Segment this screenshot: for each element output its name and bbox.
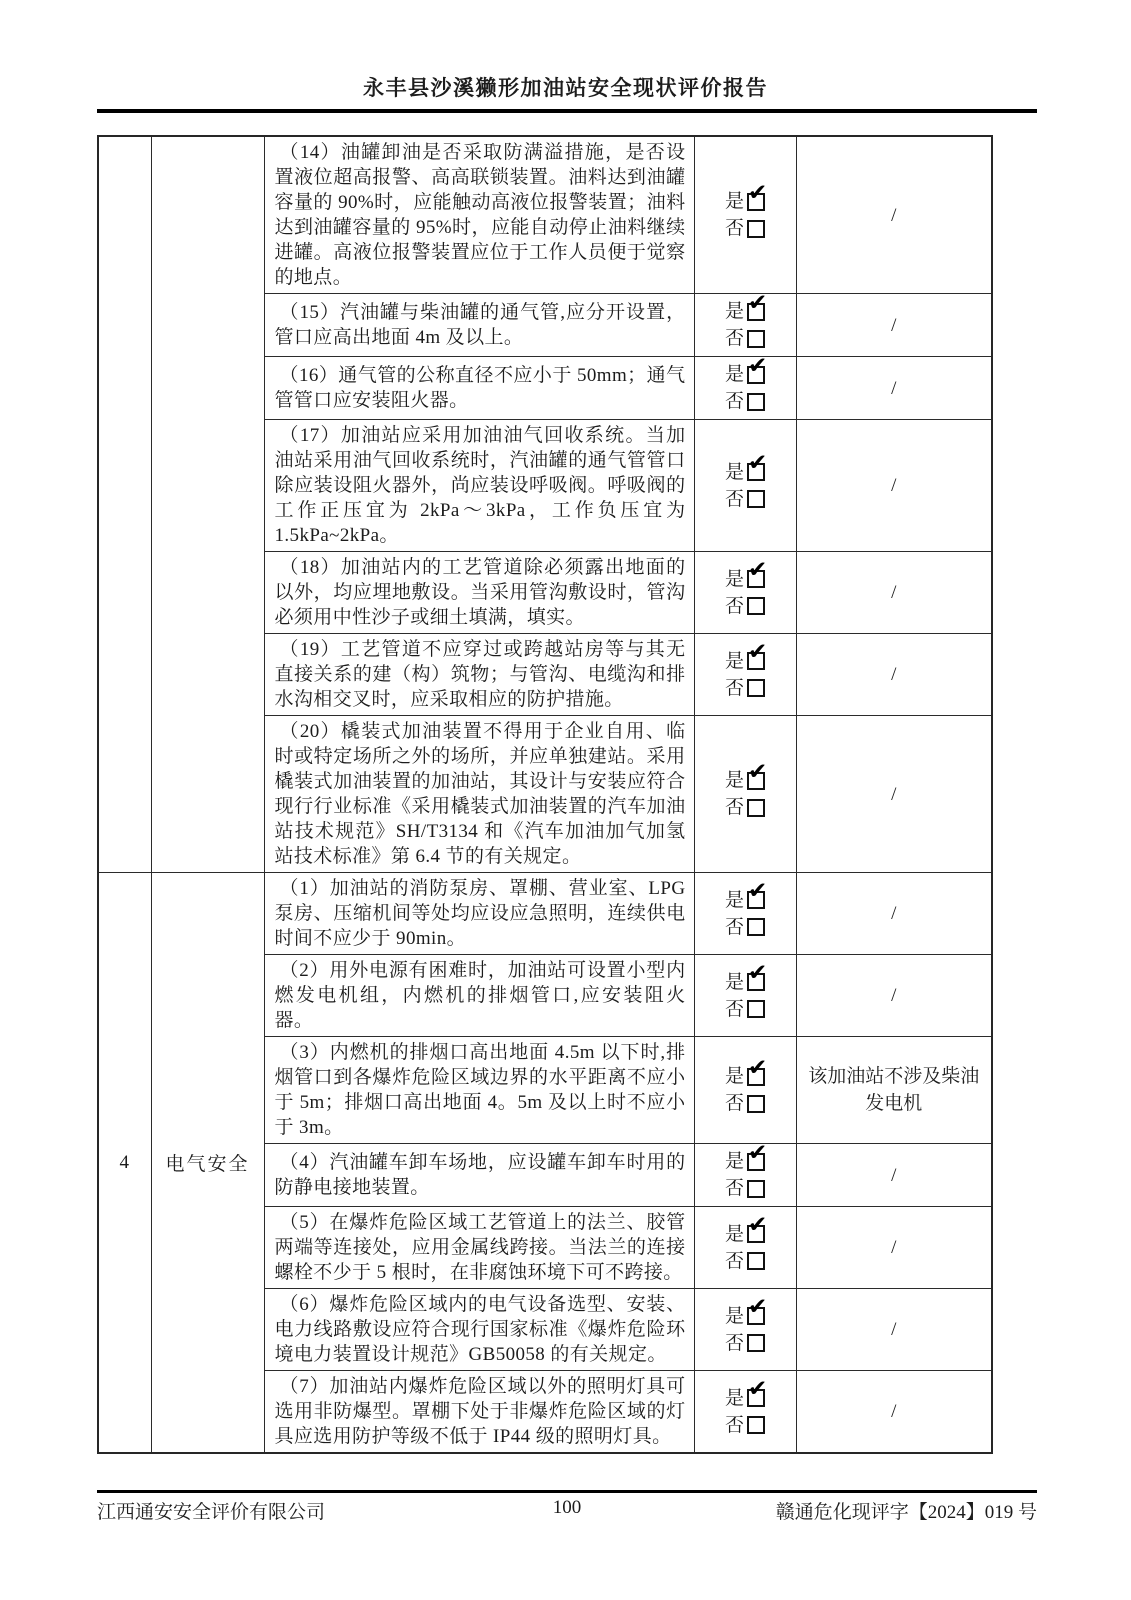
remark-cell: 该加油站不涉及柴油发电机	[796, 1037, 992, 1144]
yes-label: 是	[724, 650, 744, 672]
yesno-cell	[694, 136, 796, 294]
yes-checkbox-checked	[747, 1376, 768, 1407]
remark-cell: /	[796, 634, 992, 716]
yesno-cell	[694, 420, 796, 552]
remark-cell: /	[796, 294, 992, 357]
no-checkbox	[747, 1000, 765, 1018]
yes-checkbox-checked	[747, 179, 768, 211]
table-row	[98, 873, 992, 955]
check-icon: ✔	[748, 557, 768, 583]
remark-cell: /	[796, 1371, 992, 1454]
item-text: （6）爆炸危险区域内的电气设备选型、安装、电力线路敷设应符合现行国家标准《爆炸危险环境电力装置设计规范》GB50058 的有关规定。	[264, 1289, 694, 1371]
no-checkbox	[747, 918, 765, 936]
yes-label: 是	[724, 1387, 744, 1409]
no-checkbox	[747, 1334, 765, 1352]
yes-label: 是	[724, 1305, 744, 1327]
yes-label: 是	[724, 971, 744, 993]
yes-checkbox-checked	[747, 1139, 768, 1171]
check-icon: ✔	[748, 179, 768, 206]
yes-checkbox-checked	[747, 878, 768, 909]
section-category-cell: 电气安全	[151, 873, 264, 1454]
item-text: （20）橇装式加油装置不得用于企业自用、临时或特定场所之外的场所，并应单独建站。采用橇装式加油装置的加油站，其设计与安装应符合现行行业标准《采用橇装式加油装置的汽车加油站技术规范》SH/T3134 和《汽车加油加气加氢站技术标准》第 6.4 节的有关规定。	[264, 716, 694, 873]
yes-label: 是	[724, 1151, 744, 1172]
no-label: 否	[724, 1414, 744, 1436]
item-text: （19）工艺管道不应穿过或跨越站房等与其无直接关系的建（构）筑物；与管沟、电缆沟和排水沟相交叉时，应采取相应的防护措施。	[264, 634, 694, 716]
footer-company: 江西通安安全评价有限公司	[97, 1502, 326, 1523]
item-text: （17）加油站应采用加油油气回收系统。当加油站采用油气回收系统时，汽油罐的通气管管口除应装设阻火器外，尚应装设呼吸阀。呼吸阀的工作正压宜为 2kPa～3kPa，工作负压宜为 1.5kPa~2kPa。	[264, 420, 694, 552]
remark-cell: /	[796, 1289, 992, 1371]
yes-checkbox-checked	[747, 758, 768, 790]
remark-cell: /	[796, 873, 992, 955]
yes-checkbox-checked	[747, 352, 768, 384]
no-label: 否	[724, 1332, 744, 1354]
yesno-cell	[694, 352, 796, 420]
item-text: （1）加油站的消防泵房、罩棚、营业室、LPG 泵房、压缩机间等处均应设应急照明，连续供电时间不应少于 90min。	[264, 873, 694, 955]
no-label: 否	[724, 677, 744, 699]
yes-label: 是	[724, 1223, 744, 1245]
footer-rule	[97, 1490, 1037, 1493]
yesno-cell	[694, 1139, 796, 1207]
no-checkbox	[747, 393, 765, 411]
yes-checkbox-checked	[747, 960, 768, 991]
remark-cell: /	[796, 955, 992, 1037]
yesno-cell	[694, 1207, 796, 1289]
item-text: （15）汽油罐与柴油罐的通气管,应分开设置，管口应高出地面 4m 及以上。	[264, 294, 694, 357]
remark-cell: /	[796, 1207, 992, 1289]
yes-label: 是	[724, 889, 744, 911]
check-icon: ✔	[748, 1376, 768, 1402]
item-text: （16）通气管的公称直径不应小于 50mm；通气管管口应安装阻火器。	[264, 357, 694, 420]
yes-checkbox-checked	[747, 1212, 768, 1243]
remark-cell: /	[796, 357, 992, 420]
check-icon: ✔	[748, 758, 768, 785]
yesno-cell	[694, 955, 796, 1037]
no-checkbox	[747, 330, 765, 348]
section-number-cell: 4	[98, 873, 151, 1454]
check-icon: ✔	[748, 1139, 768, 1166]
remark-cell: /	[796, 552, 992, 634]
no-label: 否	[724, 797, 744, 818]
check-icon: ✔	[748, 1212, 768, 1238]
no-label: 否	[724, 1093, 744, 1114]
no-checkbox	[747, 597, 765, 615]
no-label: 否	[724, 1250, 744, 1272]
yesno-cell	[694, 1289, 796, 1371]
check-icon: ✔	[748, 639, 768, 665]
no-checkbox	[747, 1416, 765, 1434]
checklist-table	[97, 135, 993, 1454]
item-text: （2）用外电源有困难时，加油站可设置小型内燃发电机组，内燃机的排烟管口,应安装阻火器。	[264, 955, 694, 1037]
yes-label: 是	[724, 301, 744, 322]
page-title: 永丰县沙溪獭形加油站安全现状评价报告	[363, 76, 768, 100]
remark-cell: /	[796, 716, 992, 873]
no-checkbox	[747, 679, 765, 697]
footer-page-number: 100	[552, 1497, 582, 1518]
no-checkbox	[747, 1180, 765, 1198]
check-icon: ✔	[748, 960, 768, 986]
no-label: 否	[724, 595, 744, 617]
section-number-cell	[98, 136, 151, 873]
table-row	[98, 136, 992, 294]
yes-checkbox-checked	[747, 1054, 768, 1086]
yes-checkbox-checked	[747, 289, 768, 321]
check-icon: ✔	[748, 878, 768, 904]
yesno-cell	[694, 552, 796, 634]
remark-cell: /	[796, 1144, 992, 1207]
yesno-cell	[694, 289, 796, 357]
yes-label: 是	[724, 770, 744, 791]
no-checkbox	[747, 799, 765, 817]
check-icon: ✔	[748, 289, 768, 316]
item-text: （4）汽油罐车卸车场地，应设罐车卸车时用的防静电接地装置。	[264, 1144, 694, 1207]
check-icon: ✔	[748, 352, 768, 379]
no-label: 否	[724, 488, 744, 510]
check-icon: ✔	[748, 1294, 768, 1320]
remark-cell: /	[796, 136, 992, 294]
yes-label: 是	[724, 461, 744, 483]
yes-checkbox-checked	[747, 639, 768, 670]
yes-label: 是	[724, 364, 744, 385]
yes-label: 是	[724, 191, 744, 212]
item-text: （3）内燃机的排烟口高出地面 4.5m 以下时,排烟管口到各爆炸危险区域边界的水平距离不应小于 5m；排烟口高出地面 4。5m 及以上时不应小于 3m。	[264, 1037, 694, 1144]
yes-label: 是	[724, 1066, 744, 1087]
item-text: （18）加油站内的工艺管道除必须露出地面的以外，均应埋地敷设。当采用管沟敷设时，管沟必须用中性沙子或细土填满，填实。	[264, 552, 694, 634]
header-rule	[97, 109, 1037, 113]
doc-footer	[97, 1497, 1037, 1525]
no-checkbox	[747, 220, 765, 238]
remark-cell: /	[796, 420, 992, 552]
no-label: 否	[724, 998, 744, 1020]
no-checkbox	[747, 1252, 765, 1270]
yes-label: 是	[724, 568, 744, 590]
no-checkbox	[747, 490, 765, 508]
item-text: （7）加油站内爆炸危险区域以外的照明灯具可选用非防爆型。罩棚下处于非爆炸危险区域的灯具应选用防护等级不低于 IP44 级的照明灯具。	[264, 1371, 694, 1454]
yesno-cell	[694, 716, 796, 873]
item-text: （5）在爆炸危险区域工艺管道上的法兰、胶管两端等连接处，应用金属线跨接。当法兰的连接螺栓不少于 5 根时，在非腐蚀环境下可不跨接。	[264, 1207, 694, 1289]
yesno-cell	[694, 634, 796, 716]
no-label: 否	[724, 391, 744, 412]
item-text: （14）油罐卸油是否采取防满溢措施，是否设置液位超高报警、高高联锁装置。油料达到油罐容量的 90%时，应能触动高液位报警装置；油料达到油罐容量的 95%时，应能自动停止油料继续进罐。高液位报警装置应位于工作人员便于觉察的地点。	[264, 136, 694, 294]
check-icon: ✔	[748, 450, 768, 476]
yes-checkbox-checked	[747, 1294, 768, 1325]
yesno-cell	[694, 1037, 796, 1144]
no-checkbox	[747, 1095, 765, 1113]
yes-checkbox-checked	[747, 450, 768, 481]
yesno-cell	[694, 1371, 796, 1454]
no-label: 否	[724, 916, 744, 938]
yes-checkbox-checked	[747, 557, 768, 588]
no-label: 否	[724, 1178, 744, 1199]
section-category-cell	[151, 136, 264, 873]
check-icon: ✔	[748, 1054, 768, 1081]
yesno-cell	[694, 873, 796, 955]
no-label: 否	[724, 218, 744, 239]
footer-doc-number: 赣通危化现评字【2024】019 号	[775, 1502, 1037, 1523]
no-label: 否	[724, 328, 744, 349]
